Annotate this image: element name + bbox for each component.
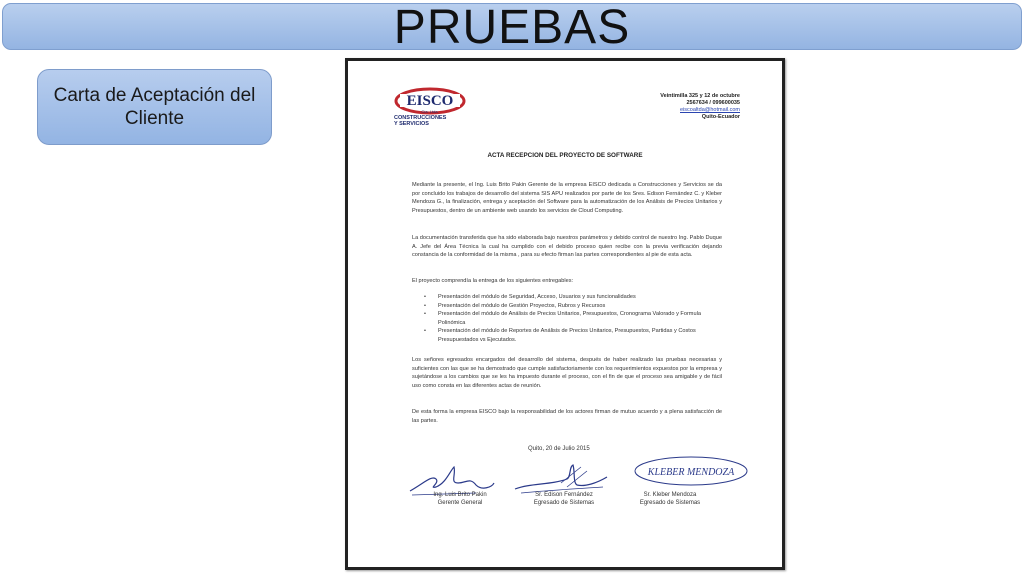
signer-1	[410, 491, 510, 507]
address-line2: 2567634 / 099600035	[686, 100, 740, 106]
address-email: eiscoaltda@hotmail.com	[680, 107, 740, 113]
logo-sub-line2: Y SERVICIOS	[394, 121, 429, 127]
document-heading: ACTA RECEPCION DEL PROYECTO DE SOFTWARE	[487, 152, 643, 159]
signer-1-name: Ing. Luis Brito Pakin	[433, 492, 487, 498]
page-title: PRUEBAS	[393, 1, 631, 54]
paragraph-2: La documentación transferida que ha sido elaborada bajo nuestros parámetros y debido control de nuestro Ing. Pablo Duque A. Jefe del Área Técnica la cual ha cumplido con el debido proceso quien recibe con la previa verificación dejando constancia de la conformidad de la misma , para su efecto firman las partes correspondientes al pie de esta acta.	[412, 235, 722, 259]
paragraph-4: Los señores egresados encargados del desarrollo del sistema, después de haber realizado las pruebas necesarias y suficientes con las que se ha demostrado que cumple satisfactoriamente con los requerimientos expuestos por la empresa y sujetándose a los cambios que se les ha impuesto durante el proceso, con el fin de que el proceso sea amigable y de fácil uso como consta en las diferentes actas de reunión.	[412, 357, 722, 389]
list-item: • Presentación del módulo de Seguridad, Acceso, Usuarios y sus funcionalidades	[438, 293, 722, 302]
caption-box-label: Carta de Aceptación del Cliente	[53, 85, 256, 129]
signer-3-name: Sr. Kleber Mendoza	[643, 492, 697, 498]
signature-3	[633, 453, 753, 493]
address-line4: Quito-Ecuador	[701, 114, 740, 120]
list-item: • Presentación del módulo de Reportes de Análisis de Precios Unitarios, Presupuestos, Partidas y Costos Presupuestados vs Ejecutados.	[438, 327, 722, 344]
list-item: • Presentación del módulo de Análisis de Precios Unitarios, Presupuestos, Cronograma Valorado y Formula Polinómica	[438, 310, 722, 327]
logo-text: EISCO	[406, 93, 454, 109]
deliverables-list	[412, 293, 722, 345]
address-line1: Veintimilla 325 y 12 de octubre	[660, 93, 740, 99]
signer-1-role: Gerente General	[437, 500, 483, 506]
signer-2-role: Egresado de Sistemas	[533, 500, 595, 506]
list-item: • Presentación del módulo de Gestión Proyectos, Rubros y Recursos	[438, 302, 722, 311]
logo-small: Cía. Ltda.	[421, 109, 439, 114]
signature-3-text: KLEBER MENDOZA	[647, 467, 735, 478]
signer-2	[514, 491, 614, 507]
paragraph-3: El proyecto comprendía la entrega de los siguientes entregables:	[412, 278, 574, 284]
caption-box	[37, 69, 272, 145]
paragraph-1: Mediante la presente, el Ing. Luis Brito Pakin Gerente de la empresa EISCO dedicada a Construcciones y Servicios se da por concluido los trabajos de desarrollo del sistema SIS APU realizados por parte de los Sres. Edison Fernández C. y Kleber Mendoza G., la finalización, entrega y aceptación del Software para la automatización de los Análisis de Precios Unitarios y Presupuestos, dentro de un ambiente web usando los servicios de Cloud Computing.	[412, 182, 722, 214]
signer-3	[620, 491, 720, 507]
company-address	[648, 93, 740, 121]
logo-sub-line1: CONSTRUCCIONES	[394, 115, 447, 121]
signer-3-role: Egresado de Sistemas	[639, 500, 701, 506]
signer-2-name: Sr. Edison Fernández	[535, 492, 593, 498]
scanned-document	[345, 58, 785, 570]
document-date: Quito, 20 de Julio 2015	[528, 446, 590, 452]
logo-subtitle	[394, 115, 474, 127]
paragraph-5: De esta forma la empresa EISCO bajo la responsabilidad de los actores firman de mutuo acuerdo y a plena satisfacción de las partes.	[412, 409, 722, 424]
